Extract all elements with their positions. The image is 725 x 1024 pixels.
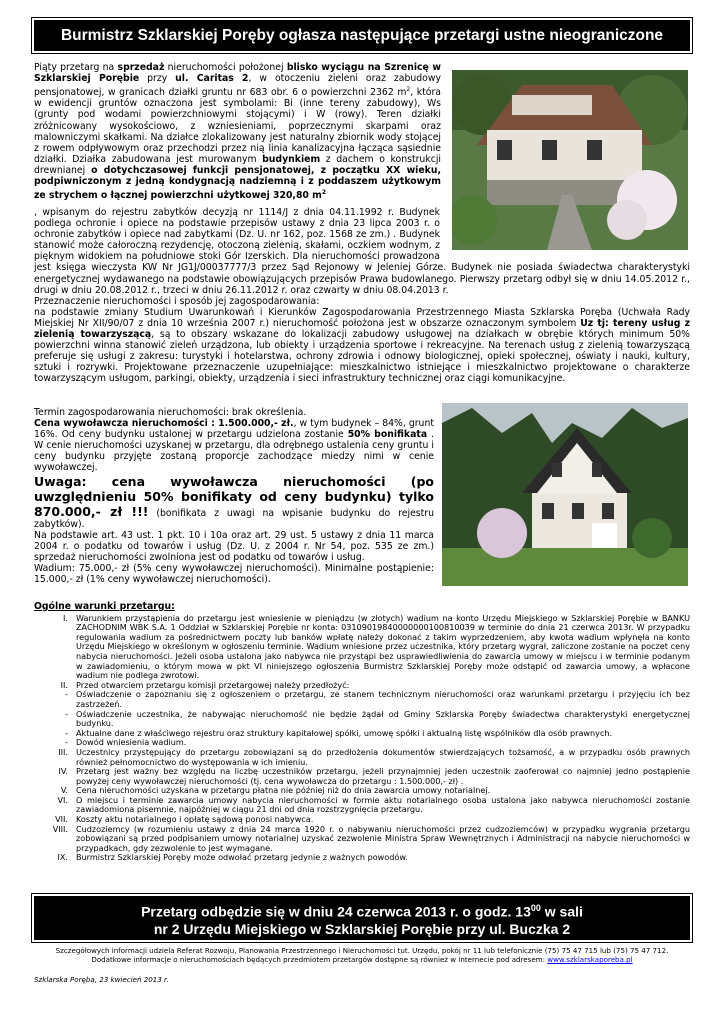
text-run-bold: sprzedaż	[117, 62, 165, 73]
text-run: , w tym budynek – 84%, grunt 16%. Od ceny budynku ustalonej w przetargu udzielona zostanie	[34, 418, 434, 441]
superscript: 00	[530, 903, 541, 913]
terms-item-text: Przetarg jest ważny bez względu na liczbę uczestników przetargu, jeżeli przynajmniej jeden uczestnik zaoferował co najmniej jedno postąpienie powyżej ceny wywoławczej nieruchomości (tj. cena wywoławcza do przetargu : 1.500.000,- zł) .	[76, 766, 690, 786]
web-info: Dodatkowe informacje o nieruchomościach będących przedmiotem przetargów dostępne są również w internecie pod adresem:	[91, 955, 548, 964]
terms-item-text: Oświadczenie o zapoznaniu się z ogłoszeniem o przetargu, ze stanem technicznym nieruchomości oraz warunkami przetargu i przyjęciu ich bez zastrzeżeń.	[76, 689, 690, 709]
terms-item	[34, 853, 690, 863]
terms-item-number: -	[65, 708, 68, 719]
vat-exemption: Na podstawie art. 43 ust. 1 pkt. 10 i 10a oraz art. 29 ust. 5 ustawy z dnia 11 marca 2004 r. o podatku od towarów i usług (Dz. U. z 2004 r. Nr 54, poz. 535 ze zm.) sprzedaż nieruchomości zwolniona jest od podatku od towarów i usług.	[34, 529, 434, 564]
terms-item-number: -	[65, 727, 68, 738]
text-run: Piąty przetarg na	[34, 62, 118, 73]
terms-item-number: VII.	[55, 814, 68, 825]
auction-date-line2: nr 2 Urzędu Miejskiego w Szklarskiej Porębie przy ul. Buczka 2	[153, 920, 571, 937]
terms-item-text: O miejscu i terminie zawarcia umowy nabycia nieruchomości w formie aktu notarialnego osoba ustalona jako nabywca nieruchomości zostanie zawiadomiona pisemnie, najpóźniej w ciągu 21 dni od dnia rozstrzygnięcia przetargu.	[76, 794, 690, 815]
terms-item-number: -	[65, 689, 68, 700]
terms-item-number: I.	[63, 612, 68, 623]
building-description: o dotychczasowej funkcji pensjonatowej, z początku XX wieku, podpiwniczonym z jedną kondygnacją nadziemną i z poddaszem użytkowym ze strychem o łącznej powierzchni użytkowej 320,80 m	[34, 164, 441, 202]
terms-item-number: IV.	[58, 766, 68, 777]
terms-item-number: V.	[60, 785, 68, 796]
contact-info: Szczegółowych informacji udziela Referat Rozwoju, Planowania Przestrzennego i Nieruchomości tut. Urzędu, pokój nr 11 lub telefonicznie (75) 75 47 715 lub (75) 75 47 712.	[55, 946, 669, 955]
price-notice-note: (bonifikata z uwagi na wpisanie budynku do rejestru zabytków).	[34, 507, 434, 530]
text-run: w sali	[540, 903, 583, 920]
terms-item-text: Cudzoziemcy (w rozumieniu ustawy z dnia 24 marca 1920 r. o nabywaniu nieruchomości przez cudzoziemców) w przypadku wygrania przetargu zobowiązani są przed podpisaniem umowy notarialnej uzyskać zezwolenie Ministra Spraw Wewnętrznych i Administracji na nabycie nieruchomości w przypadkach, gdy zezwolenie to jest wymagane.	[76, 823, 690, 853]
terms-item-text: Aktualne dane z właściwego rejestru oraz struktury kapitałowej spółki, umowę spółki i aktualną listę wspólników dla osób prawnych.	[76, 727, 613, 738]
discount-highlight: 50% bonifikata	[347, 429, 428, 441]
text-run: , są to obszary wskazane do lokalizacji zabudowy usługowej na działkach w obrębie których minimum 50% powierzchni winna stanowić zieleń urządzona, lub obiekty i urządzenia sportowe i rekreacyjne. Na terenach usług z zielenią towarzyszącą preferuje się usługi z zakresu: turystyki i hotelarstwa, ochrony zdrowia i odnowy biologicznej, opieki społecznej, oświaty i nauki, kultury, sztuki i rozrywki. Projektowane przeznaczenie uzupełniające: mieszkalnictwo istniejące i mieszkalnictwo projektowane o charakterze towarzyszącym usługom, parkingi, obiekty, urządzenia i sieci infrastruktury technicznej oraz ciągi komunikacyjne.	[34, 329, 691, 385]
deposit-info: Wadium: 75.000,- zł (5% ceny wywoławczej nieruchomości). Minimalne postąpienie: 15.000,- zł (1% ceny wywoławczej nieruchomości).	[34, 563, 434, 586]
price-section	[34, 407, 434, 585]
terms-item-number: III.	[58, 746, 68, 757]
document-date: Szklarska Poręba, 23 kwiecień 2013 r.	[34, 975, 169, 984]
terms-item	[34, 767, 690, 786]
text-run: nieruchomości położonej	[164, 62, 287, 73]
terms-item-text: Przed otwarciem przetargu komisji przetargowej należy przedłożyć:	[76, 679, 350, 690]
text-run: przy	[139, 73, 176, 85]
auction-date-banner	[34, 896, 690, 940]
terms-item	[34, 614, 690, 681]
terms-item	[34, 796, 690, 815]
terms-item	[34, 710, 690, 729]
text-run-bold: budynkiem	[262, 153, 321, 165]
terms-item-number: VI.	[57, 794, 68, 805]
text-run: , w otoczeniu zieleni oraz zabudowy pensjonatowej, w granicach działki gruntu nr 683 obr. 6 o powierzchni 2362 m	[34, 73, 441, 99]
superscript: 2	[321, 189, 327, 197]
terms-item-text: Cena nieruchomości uzyskana w przetargu płatna nie później niż do dnia zawarcia umowy notarialnej.	[76, 785, 491, 796]
location-highlight: blisko wyciągu na Szrenicę w Szklarskiej Porębie	[34, 62, 442, 85]
terms-item-text: Oświadczenie uczestnika, że nabywając nieruchomość nie będzie żądał od Gminy Szklarska Poręby świadectwa charakterystyki energetycznej budynku.	[76, 708, 690, 729]
text-run: na podstawie zmiany Studium Uwarunkowań i Kierunków Zagospodarowania Przestrzennego Miasta Szklarska Poręba (Uchwała Rady Miejskiej Nr XII/90/07 z dnia 10 września 2007 r.) nieruchomość położona jest w obszarze oznaczonym symbolem	[34, 306, 690, 329]
house-image-2	[442, 403, 688, 586]
text-run: z dachem o konstrukcji drewnianej	[34, 153, 441, 176]
terms-item-text: Burmistrz Szklarskiej Poręby może odwołać przetarg jedynie z ważnych powodów.	[76, 852, 408, 863]
terms-item-number: VIII.	[52, 823, 68, 834]
terms-item-number: IX.	[57, 852, 68, 863]
text-run: , która w ewidencji gruntów oznaczona jest symbolami: Bi (inne tereny zabudowy), Ws (grunty pod wodami powierzchniowymi stojącymi) i W (rowy). Teren działki zróżnicowany wysokościowo, z wzniesieniami, poprzecznymi skarpami oraz malowniczymi skałkami. Na działce zlokalizowany jest naturalny zbiornik wody stojącej z rowem odpływowym oraz przechodzi przez nią linia kanalizacyjna łącząca sąsiednie działki. Działka zabudowana jest murowanym	[34, 87, 441, 165]
text-run: , wpisanym do rejestru zabytków decyzją nr 1114/J z dnia 04.11.1992 r. Budynek podlega ochronie i opiece na podstawie przepisów ustawy z dnia 23 lipca 2003 r. o ochronie zabytków i opiece nad zabytkami (Dz. U. nr 162, poz. 1568 ze zm.) . Budynek stanowić może całoroczną rezydencję, otoczoną zielenią, skałami, oczkiem wodnym, z pięknym widokiem na południowe stoki Gór Izerskich. Dla nieruchomości prowadzona jest księga wieczysta KW Nr JG1J/00037777/3 przez Sąd Rejonowy w Jeleniej Górze. Budynek nie posiada świadectwa charakterystyki energetycznej wydawanego na podstawie obowiązujących przepisów Prawa budowlanego. Pierwszy przetarg odbył się w dniu 14.05.2012 r., drugi w dniu 20.08.2012 r., trzeci w dniu 26.11.2012 r. oraz czwarty w dniu 08.04.2013 r.	[34, 207, 690, 296]
zoning-heading: Przeznaczenie nieruchomości i sposób jej zagospodarowania:	[34, 295, 320, 307]
house-photo-2	[442, 403, 688, 586]
terms-header: Ogólne warunki przetargu:	[34, 601, 175, 612]
auction-date-line1	[36, 900, 688, 921]
page-title-banner	[34, 20, 690, 51]
text-run: . W cenie nieruchomości uzyskanej w przetargu, dla odrębnego ustalenia ceny gruntu i ceny budynku przyjęte zostaną proporcje zachodzące miedzy nimi w cenie wywoławczej.	[34, 429, 434, 474]
contact-footer	[34, 946, 690, 964]
intro-paragraph	[34, 62, 441, 201]
terms-item-text: Koszty aktu notarialnego i opłatę sądową ponosi nabywca.	[76, 814, 314, 825]
superscript: 2	[406, 86, 411, 94]
website-link[interactable]: www.szklarskaporeba.pl	[547, 955, 633, 964]
terms-item-text: Uczestnicy przystępujący do przetargu zobowiązani są do przedłożenia dokumentów stwierdzających tożsamość, a w przypadku osób prawnych również pełnomocnictwo do występowania w ich imieniu.	[76, 746, 690, 767]
zoning-symbol: Uz tj: tereny usług z zielenią towarzyszącą	[34, 317, 690, 341]
description-block	[34, 207, 690, 407]
terms-list	[34, 614, 690, 863]
terms-item	[34, 690, 690, 709]
terms-item	[34, 825, 690, 854]
price-notice: Uwaga: cena wywoławcza nieruchomości (po uwzględnieniu 50% bonifikaty od ceny budynku) tylko 870.000,- zł !!!	[34, 473, 434, 519]
terms-item-number: II.	[60, 679, 68, 690]
terms-item-text: Warunkiem przystąpienia do przetargu jest wniesienie w pieniądzu (w złotych) wadium na konto Urzędu Miejskiego w Szklarskiej Porębie w BANKU ZACHODNIM WBK S.A. 1 Oddział w Szklarskiej Porębie nr konta: 03109019840000000100810039 w terminie do dnia 21 czerwca 2013r. W przypadku regulowania wadium za pośrednictwem poczty lub banków wpłatę należy dokonać z takim wyprzedzeniem, aby kwota wadium wpłynęła na konto Urzędu Miejskiego w określonym w ogłoszeniu terminie. Wadium wniesione przez uczestnika, który przetarg wygrał, zaliczone zostanie na poczet ceny nabycia nieruchomości. Jeżeli osoba ustalona jako nabywca nie przystąpi bez usprawiedliwienia do zawarcia umowy w miejscu i w terminie podanym w zawiadomieniu, o którym mowa w pkt VI niniejszego ogłoszenia Burmistrz Szklarskiej Poręby może odstąpić od zawarcia umowy, a wpłacone wadium nie podlega zwrotowi.	[76, 612, 690, 681]
terms-item	[34, 748, 690, 767]
terms-item-number: -	[65, 737, 68, 748]
text-run: Przetarg odbędzie się w dniu 24 czerwca 2013 r. o godz. 13	[141, 903, 531, 920]
development-deadline: Termin zagospodarowania nieruchomości: brak określenia.	[34, 407, 307, 418]
general-terms	[34, 602, 690, 863]
starting-price: Cena wywoławcza nieruchomości : 1.500.000,- zł.	[34, 418, 294, 430]
address-highlight: ul. Caritas 2	[175, 73, 249, 85]
terms-item-text: Dowód wniesienia wadium.	[76, 737, 187, 748]
page-title: Burmistrz Szklarskiej Poręby ogłasza następujące przetargi ustne nieograniczone	[60, 27, 664, 44]
photo-spacer	[440, 207, 690, 252]
